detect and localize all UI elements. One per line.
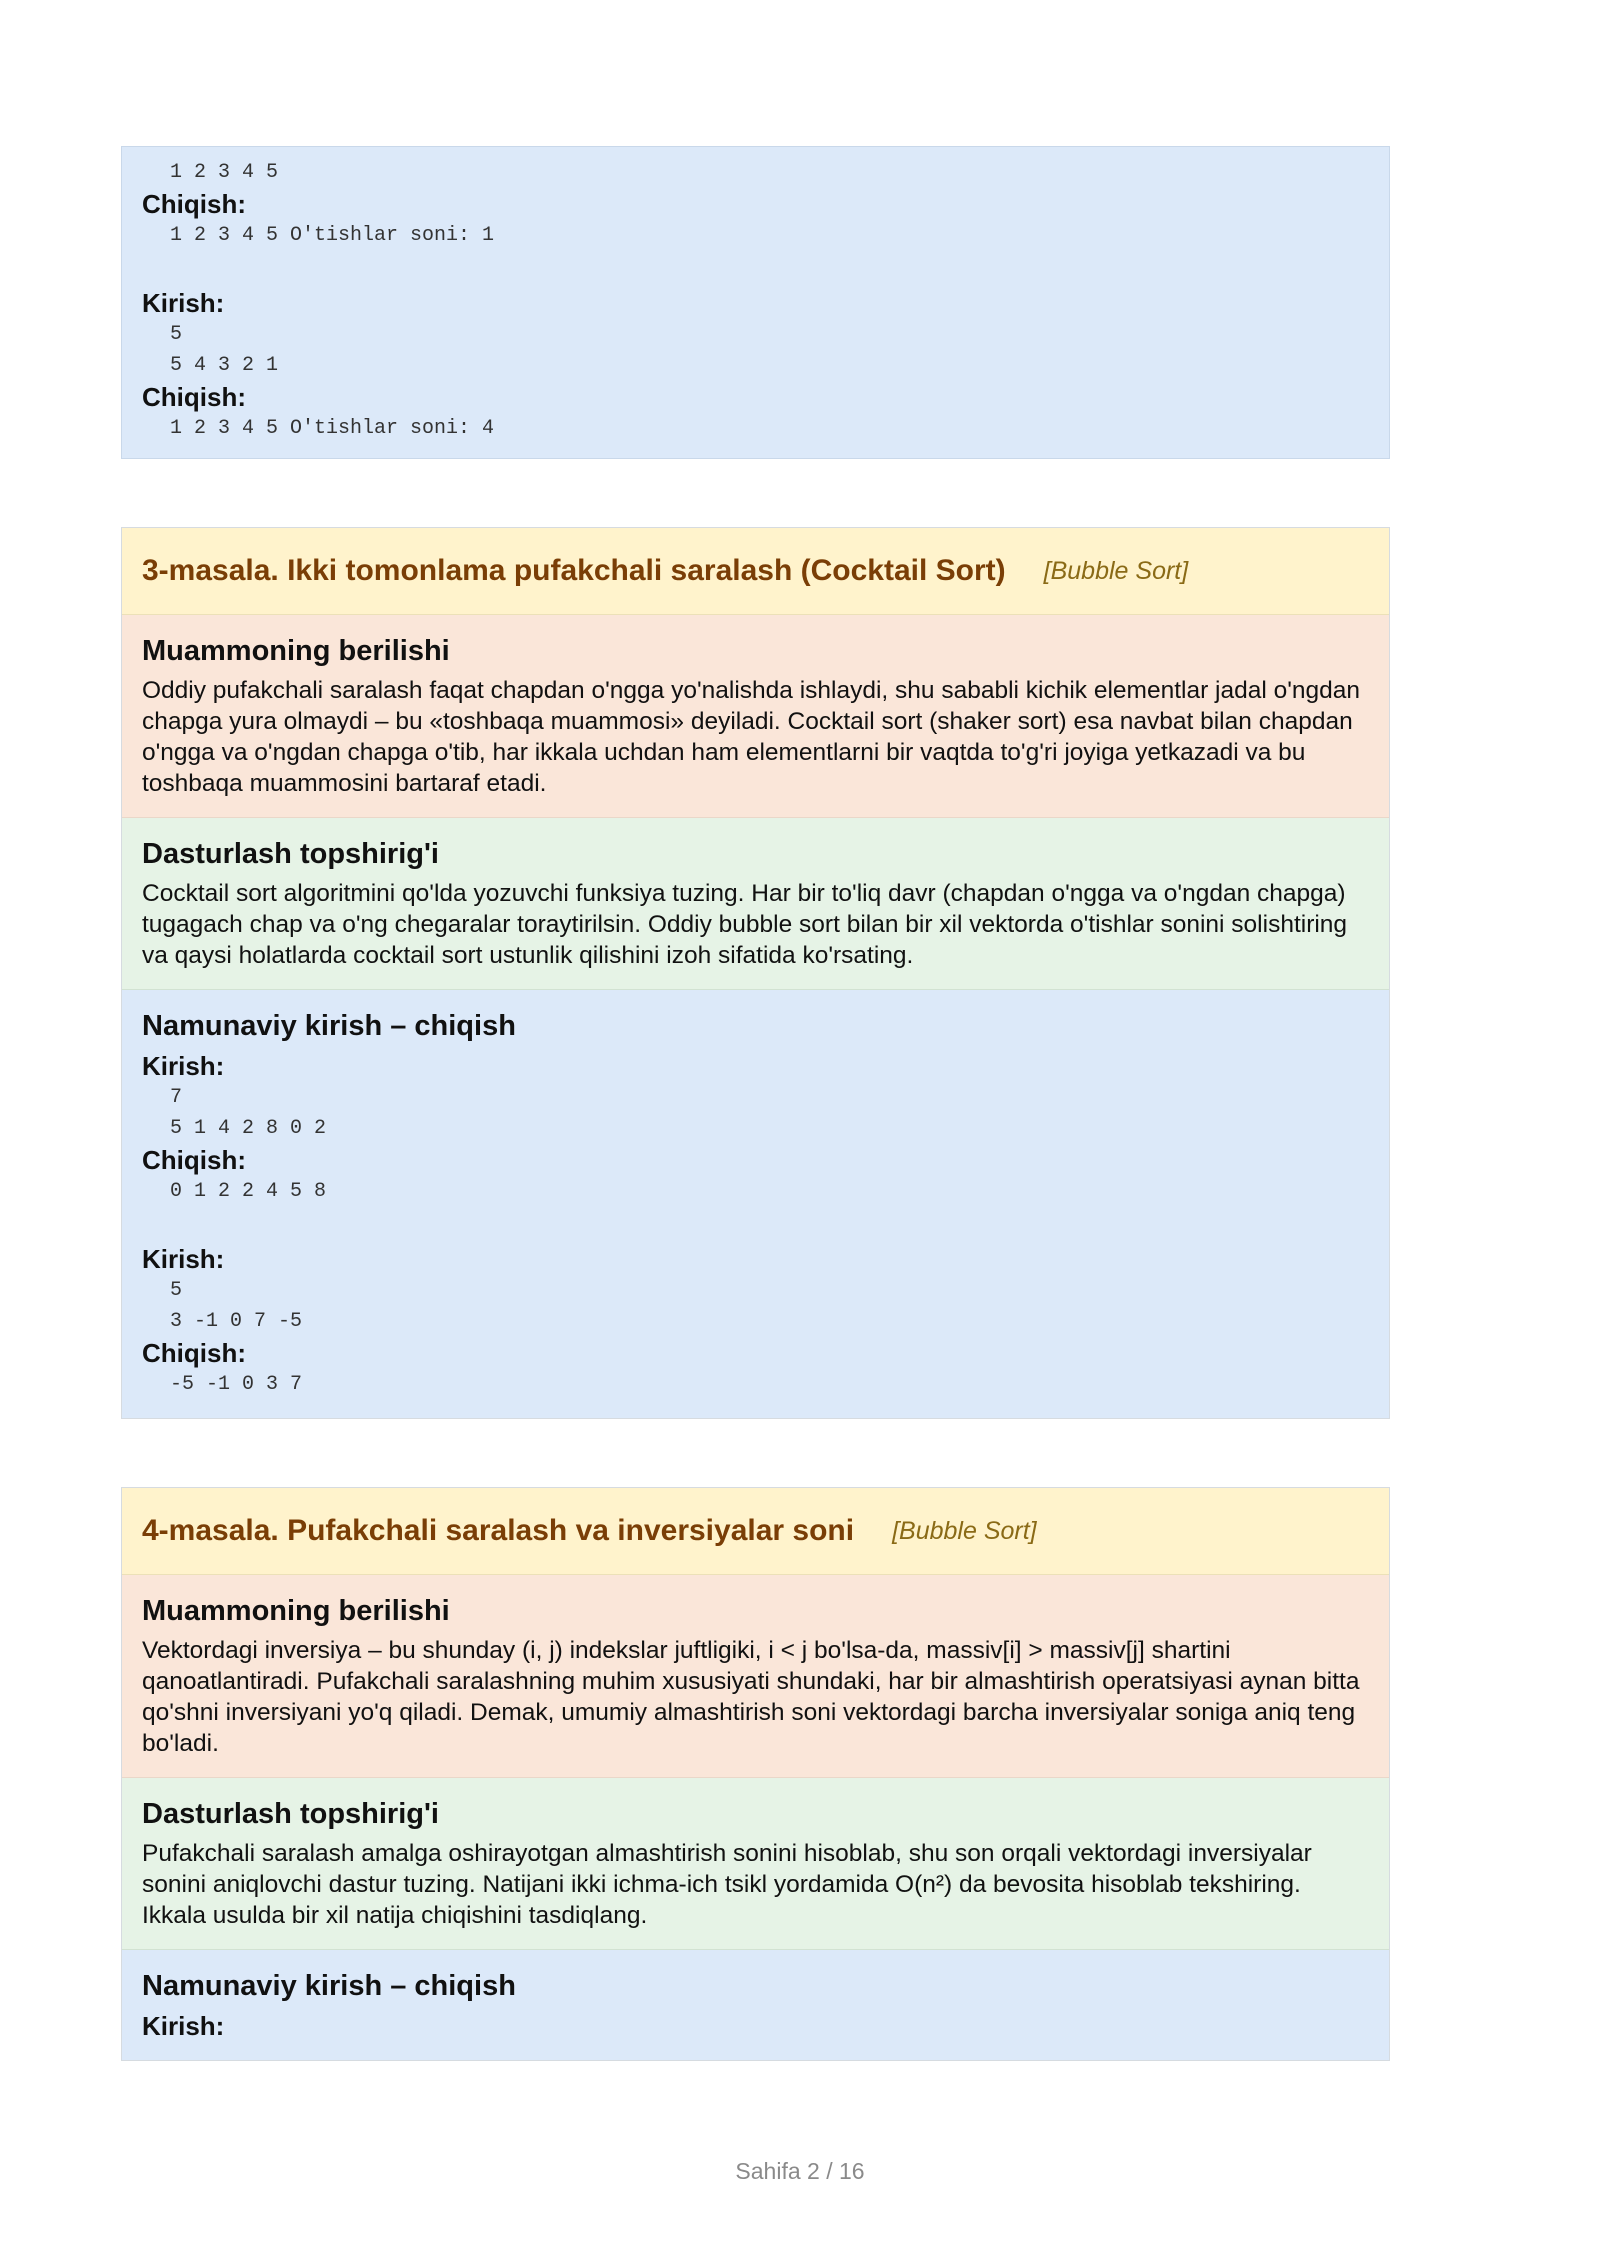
sample-input-line: 5 4 3 2 1 bbox=[170, 354, 279, 377]
output-label: Chiqish: bbox=[142, 189, 246, 219]
sample-input-line: 5 1 4 2 8 0 2 bbox=[170, 1117, 327, 1140]
input-label: Kirish: bbox=[142, 1244, 225, 1274]
assignment-section bbox=[122, 818, 1389, 990]
output-label: Chiqish: bbox=[142, 1338, 246, 1368]
previous-sample-io-continuation bbox=[121, 146, 1390, 459]
section-title: Dasturlash topshirig'i bbox=[142, 838, 439, 870]
input-label: Kirish: bbox=[142, 1051, 225, 1081]
task-title: 3-masala. Ikki tomonlama pufakchali saralash (Cocktail Sort) bbox=[142, 554, 1006, 587]
sample-input-line: 5 bbox=[170, 323, 183, 346]
section-title: Namunaviy kirish – chiqish bbox=[142, 1970, 516, 2002]
assignment-text: Pufakchali saralash amalga oshirayotgan almashtirish sonini hisoblab, shu son orqali vektordagi inversiyalar sonini aniqlovchi dastur tuzing. Natijani ikki ichma-ich tsikl yordamida O(n²) da bevosita hisoblab tekshiring. Ikkala usulda bir xil natija chiqishini tasdiqlang. bbox=[142, 1840, 1312, 1929]
output-label: Chiqish: bbox=[142, 1145, 246, 1175]
task-category-tag: [Bubble Sort] bbox=[892, 1516, 1037, 1545]
section-title: Namunaviy kirish – chiqish bbox=[142, 1010, 516, 1042]
task-4-card bbox=[121, 1487, 1390, 2061]
task-title: 4-masala. Pufakchali saralash va inversiyalar soni bbox=[142, 1514, 855, 1547]
problem-section bbox=[122, 615, 1389, 818]
input-label: Kirish: bbox=[142, 2011, 225, 2041]
sample-output-line: 1 2 3 4 5 O'tishlar soni: 4 bbox=[170, 417, 495, 440]
sample-io-section bbox=[122, 990, 1389, 1418]
task-3-card bbox=[121, 527, 1390, 1419]
sample-input-line: 7 bbox=[170, 1086, 183, 1109]
sample-input-line: 3 -1 0 7 -5 bbox=[170, 1310, 303, 1333]
section-title: Muammoning berilishi bbox=[142, 1595, 450, 1627]
sample-input-line: 5 bbox=[170, 1279, 183, 1302]
sample-output-line: 0 1 2 2 4 5 8 bbox=[170, 1180, 327, 1203]
sample-io-section bbox=[122, 1950, 1389, 2060]
task-category-tag: [Bubble Sort] bbox=[1043, 556, 1189, 585]
section-title: Dasturlash topshirig'i bbox=[142, 1798, 439, 1830]
assignment-text: Cocktail sort algoritmini qo'lda yozuvchi funksiya tuzing. Har bir to'liq davr (chapdan o'ngga va o'ngdan chapga) tugagach chap va o'ng chegaralar toraytirilsin. Oddiy bubble sort bilan bir xil vektorda o'tishlar sonini solishtiring va qaysi holatlarda cocktail sort ustunlik qilishini izoh sifatida ko'rsating. bbox=[142, 880, 1348, 969]
section-title: Muammoning berilishi bbox=[142, 635, 450, 667]
input-label: Kirish: bbox=[142, 288, 225, 318]
page-number-footer: Sahifa 2 / 16 bbox=[735, 2158, 865, 2184]
assignment-section bbox=[122, 1778, 1389, 1950]
task-4-header bbox=[122, 1488, 1389, 1575]
sample-output-line: 1 2 3 4 5 O'tishlar soni: 1 bbox=[170, 224, 495, 247]
task-3-header bbox=[122, 528, 1389, 615]
output-label: Chiqish: bbox=[142, 382, 246, 412]
sample-output-line: -5 -1 0 3 7 bbox=[170, 1373, 303, 1396]
sample-input-line: 1 2 3 4 5 bbox=[170, 161, 279, 184]
problem-text: Vektordagi inversiya – bu shunday (i, j) indekslar juftligiki, i < j bo'lsa-da, massiv[i] > massiv[j] shartini qanoatlantiradi. Pufakchali saralashning muhim xususiyati shundaki, har bir almashtirish operatsiyasi aynan bitta qo'shni inversiyani yo'q qiladi. Demak, umumiy almashtirish soni vektordagi barcha inversiyalar soniga aniq teng bo'ladi. bbox=[142, 1637, 1360, 1757]
problem-text: Oddiy pufakchali saralash faqat chapdan o'ngga yo'nalishda ishlaydi, shu sababli kichik elementlar jadal o'ngdan chapga yura olmaydi – bu «toshbaqa muammosi» deyiladi. Cocktail sort (shaker sort) esa navbat bilan chapdan o'ngga va o'ngdan chapga o'tib, har ikkala uchdan ham elementlarni bir vaqtda to'g'ri joyiga yetkazadi va bu toshbaqa muammosini bartaraf etadi. bbox=[142, 677, 1361, 797]
page-content bbox=[121, 146, 1390, 2061]
problem-section bbox=[122, 1575, 1389, 1778]
